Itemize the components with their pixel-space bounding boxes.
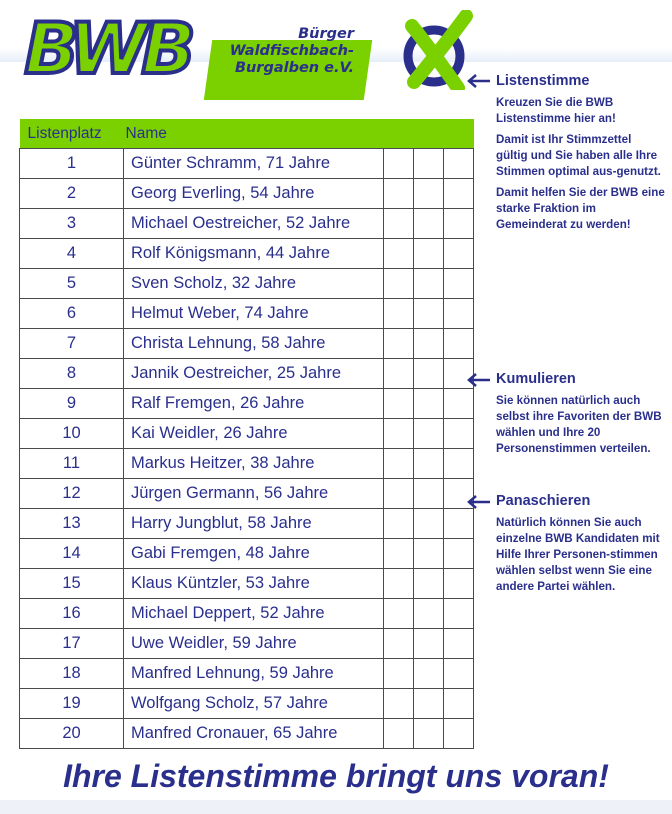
vote-box-2[interactable] <box>414 689 444 719</box>
table-row <box>20 359 474 389</box>
kumulieren-title: Kumulieren <box>496 371 576 387</box>
candidate-name: Michael Deppert, 52 Jahre <box>124 599 384 629</box>
table-row <box>20 689 474 719</box>
candidate-name: Gabi Fremgen, 48 Jahre <box>124 539 384 569</box>
vote-box-1[interactable] <box>384 269 414 299</box>
column-header-name: Name <box>124 119 384 149</box>
candidate-name: Wolfgang Scholz, 57 Jahre <box>124 689 384 719</box>
listenstimme-text-1: Kreuzen Sie die BWB Listenstimme hier an! <box>496 96 616 125</box>
vote-box-2[interactable] <box>414 419 444 449</box>
panaschieren-section <box>496 492 666 595</box>
arrow-left-icon <box>466 494 492 510</box>
listenstimme-text-3: Damit helfen Sie der BWB eine starke Fraktion im Gemeinderat zu werden! <box>496 186 665 231</box>
table-row <box>20 659 474 689</box>
org-name-line2: Waldfischbach- <box>229 43 354 59</box>
listenstimme-text-2: Damit ist Ihr Stimmzettel gültig und Sie haben alle Ihre Stimmen optimal aus-genutzt. <box>496 133 661 178</box>
candidate-name: Michael Oestreicher, 52 Jahre <box>124 209 384 239</box>
vote-box-1[interactable] <box>384 509 414 539</box>
vote-box-2[interactable] <box>414 479 444 509</box>
vote-box-1[interactable] <box>384 629 414 659</box>
list-position: 17 <box>20 629 124 659</box>
candidate-name: Kai Weidler, 26 Jahre <box>124 419 384 449</box>
candidate-name: Ralf Fremgen, 26 Jahre <box>124 389 384 419</box>
vote-box-3[interactable] <box>444 689 474 719</box>
column-header-vote-3 <box>444 119 474 149</box>
candidate-name: Christa Lehnung, 58 Jahre <box>124 329 384 359</box>
vote-box-3[interactable] <box>444 149 474 179</box>
panaschieren-title: Panaschieren <box>496 493 591 509</box>
list-position: 9 <box>20 389 124 419</box>
org-name-line1: Bürger <box>298 26 354 42</box>
kumulieren-text: Sie können natürlich auch selbst ihre Favoriten der BWB wählen und Ihre 20 Personenstimmen verteilen. <box>496 394 662 455</box>
org-name-line3: Burgalben e.V. <box>234 60 354 76</box>
organization-name <box>204 26 354 77</box>
bwb-logo <box>24 8 354 90</box>
candidate-name: Georg Everling, 54 Jahre <box>124 179 384 209</box>
vote-box-1[interactable] <box>384 539 414 569</box>
vote-box-2[interactable] <box>414 599 444 629</box>
candidate-list-table <box>19 119 474 749</box>
vote-box-1[interactable] <box>384 419 414 449</box>
table-row <box>20 509 474 539</box>
table-row <box>20 149 474 179</box>
vote-box-3[interactable] <box>444 539 474 569</box>
list-position: 7 <box>20 329 124 359</box>
table-row <box>20 299 474 329</box>
candidate-name: Markus Heitzer, 38 Jahre <box>124 449 384 479</box>
vote-box-2[interactable] <box>414 569 444 599</box>
list-position: 20 <box>20 719 124 749</box>
table-row <box>20 389 474 419</box>
list-position: 11 <box>20 449 124 479</box>
table-row <box>20 209 474 239</box>
vote-box-1[interactable] <box>384 569 414 599</box>
list-position: 2 <box>20 179 124 209</box>
candidate-name: Manfred Cronauer, 65 Jahre <box>124 719 384 749</box>
vote-box-3[interactable] <box>444 299 474 329</box>
column-header-listenplatz: Listenplatz <box>20 119 124 149</box>
vote-box-3[interactable] <box>444 449 474 479</box>
list-position: 16 <box>20 599 124 629</box>
table-row <box>20 599 474 629</box>
table-row <box>20 179 474 209</box>
table-row <box>20 449 474 479</box>
kumulieren-section <box>496 370 666 457</box>
list-position: 12 <box>20 479 124 509</box>
vote-box-2[interactable] <box>414 239 444 269</box>
list-position: 1 <box>20 149 124 179</box>
vote-box-3[interactable] <box>444 419 474 449</box>
vote-box-2[interactable] <box>414 209 444 239</box>
vote-box-3[interactable] <box>444 659 474 689</box>
candidate-name: Manfred Lehnung, 59 Jahre <box>124 659 384 689</box>
listenstimme-section <box>496 72 666 233</box>
vote-box-1[interactable] <box>384 329 414 359</box>
panaschieren-text: Natürlich können Sie auch einzelne BWB Kandidaten mit Hilfe Ihrer Personen-stimmen wählen selbst wenn Sie eine andere Partei wählen. <box>496 516 660 593</box>
vote-box-1[interactable] <box>384 689 414 719</box>
table-row <box>20 269 474 299</box>
candidate-name: Jürgen Germann, 56 Jahre <box>124 479 384 509</box>
list-position: 4 <box>20 239 124 269</box>
vote-box-3[interactable] <box>444 329 474 359</box>
vote-box-1[interactable] <box>384 479 414 509</box>
table-header-row <box>20 119 474 149</box>
vote-box-2[interactable] <box>414 179 444 209</box>
vote-box-3[interactable] <box>444 599 474 629</box>
list-position: 10 <box>20 419 124 449</box>
candidate-name: Jannik Oestreicher, 25 Jahre <box>124 359 384 389</box>
candidate-name: Uwe Weidler, 59 Jahre <box>124 629 384 659</box>
candidate-name: Helmut Weber, 74 Jahre <box>124 299 384 329</box>
list-position: 5 <box>20 269 124 299</box>
vote-box-2[interactable] <box>414 269 444 299</box>
vote-box-3[interactable] <box>444 389 474 419</box>
vote-box-3[interactable] <box>444 179 474 209</box>
vote-box-2[interactable] <box>414 629 444 659</box>
vote-box-2[interactable] <box>414 329 444 359</box>
slogan: Ihre Listenstimme bringt uns voran! <box>63 758 609 794</box>
candidate-name: Klaus Küntzler, 53 Jahre <box>124 569 384 599</box>
table-row <box>20 719 474 749</box>
candidate-name: Sven Scholz, 32 Jahre <box>124 269 384 299</box>
table-row <box>20 479 474 509</box>
arrow-left-icon <box>466 372 492 388</box>
table-row <box>20 569 474 599</box>
list-position: 8 <box>20 359 124 389</box>
vote-box-1[interactable] <box>384 359 414 389</box>
listenstimme-title: Listenstimme <box>496 73 590 89</box>
vote-box-2[interactable] <box>414 149 444 179</box>
vote-box-2[interactable] <box>414 299 444 329</box>
table-row <box>20 419 474 449</box>
column-header-vote-2 <box>414 119 444 149</box>
vote-box-3[interactable] <box>444 209 474 239</box>
vote-box-1[interactable] <box>384 239 414 269</box>
vote-box-2[interactable] <box>414 509 444 539</box>
vote-box-1[interactable] <box>384 599 414 629</box>
list-position: 3 <box>20 209 124 239</box>
list-position: 14 <box>20 539 124 569</box>
vote-box-2[interactable] <box>414 719 444 749</box>
vote-box-2[interactable] <box>414 539 444 569</box>
table-row <box>20 329 474 359</box>
footer-band <box>0 800 672 814</box>
column-header-vote-1 <box>384 119 414 149</box>
logo-wordmark: BWB <box>24 8 190 90</box>
vote-box-1[interactable] <box>384 449 414 479</box>
vote-box-2[interactable] <box>414 659 444 689</box>
vote-box-2[interactable] <box>414 449 444 479</box>
vote-box-1[interactable] <box>384 659 414 689</box>
vote-box-2[interactable] <box>414 359 444 389</box>
list-position: 15 <box>20 569 124 599</box>
list-position: 6 <box>20 299 124 329</box>
vote-box-1[interactable] <box>384 209 414 239</box>
vote-box-3[interactable] <box>444 569 474 599</box>
vote-box-1[interactable] <box>384 179 414 209</box>
vote-box-1[interactable] <box>384 389 414 419</box>
vote-box-3[interactable] <box>444 239 474 269</box>
vote-box-3[interactable] <box>444 719 474 749</box>
table-row <box>20 539 474 569</box>
vote-box-2[interactable] <box>414 389 444 419</box>
vote-box-1[interactable] <box>384 719 414 749</box>
vote-box-3[interactable] <box>444 509 474 539</box>
table-row <box>20 629 474 659</box>
vote-box-3[interactable] <box>444 269 474 299</box>
vote-box-3[interactable] <box>444 629 474 659</box>
vote-box-1[interactable] <box>384 149 414 179</box>
candidate-name: Rolf Königsmann, 44 Jahre <box>124 239 384 269</box>
arrow-left-icon <box>466 73 492 89</box>
list-position: 18 <box>20 659 124 689</box>
candidate-name: Harry Jungblut, 58 Jahre <box>124 509 384 539</box>
vote-box-1[interactable] <box>384 299 414 329</box>
table-row <box>20 239 474 269</box>
candidate-name: Günter Schramm, 71 Jahre <box>124 149 384 179</box>
list-position: 19 <box>20 689 124 719</box>
list-position: 13 <box>20 509 124 539</box>
